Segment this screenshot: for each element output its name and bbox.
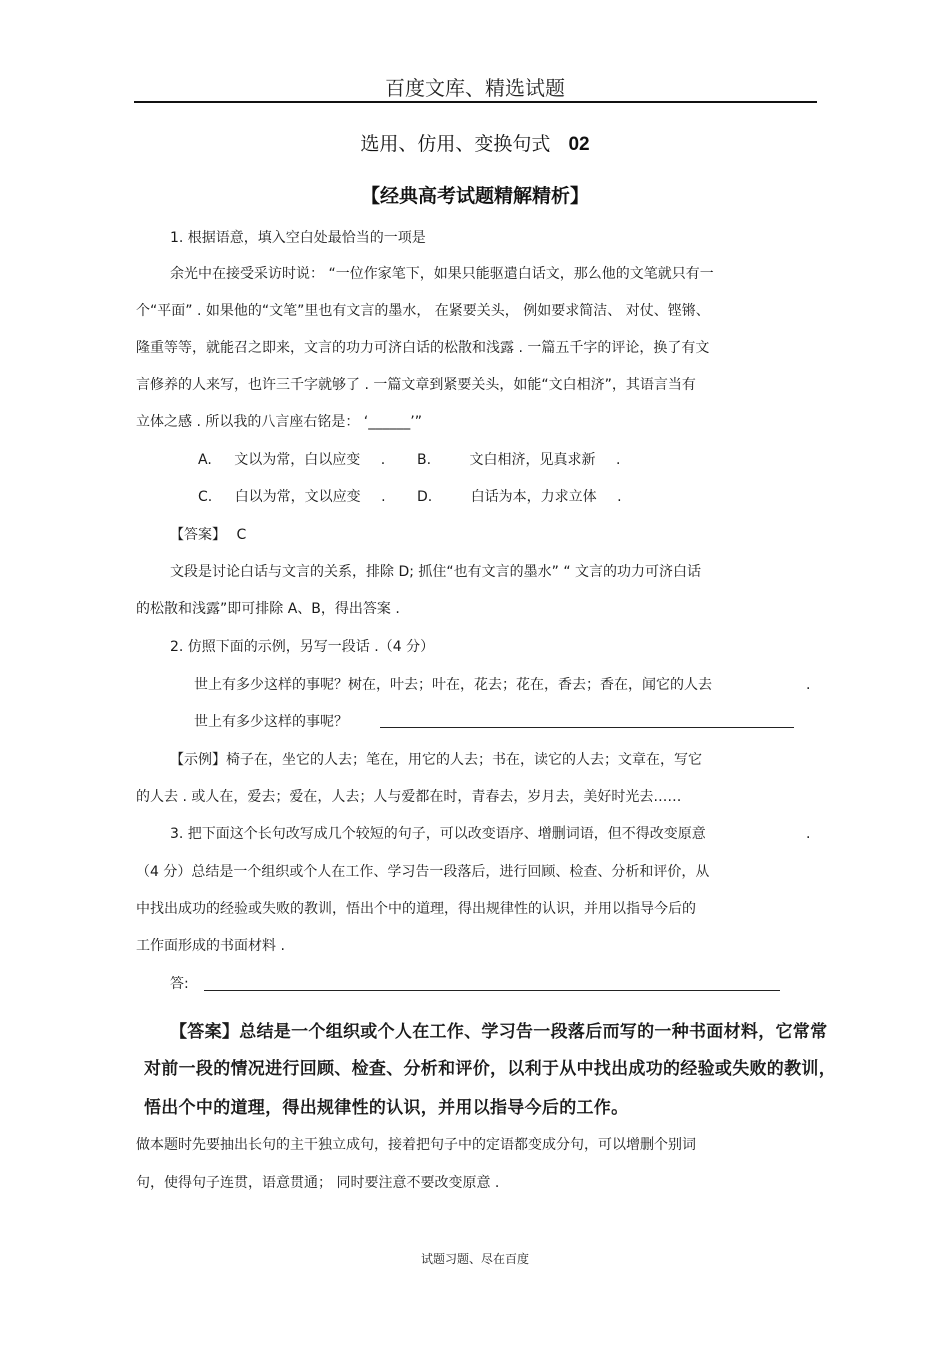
q1-passage-line: 余光中在接受采访时说： “一位作家笔下，如果只能驱遣白话文，那么他的文笔就只有一	[170, 266, 714, 282]
option-text: 文以为常，白以应变	[234, 452, 361, 468]
q1-explanation-line: 的松散和浅露”即可排除 A、B，得出答案 .	[136, 601, 400, 617]
page-footer: 试题习题、尽在百度	[420, 1252, 529, 1266]
q3-stem: 3. 把下面这个长句改写成几个较短的句子，可以改变语序、增删词语，但不得改变原意	[170, 826, 706, 842]
option-letter: A.	[198, 452, 212, 468]
document-title-number: 02	[568, 134, 590, 155]
option-letter: C.	[198, 489, 213, 505]
q3-passage-line: 中找出成功的经验或失败的教训，悟出个中的道理，得出规律性的认识，并用以指导今后的	[136, 901, 696, 917]
q3-answer-scan-line: 【答案】总结是一个组织或个人在工作、学习告一段落后而写的一种书面材料，它常常	[170, 1022, 828, 1042]
q3-explanation-line: 句，使得句子连贯，语意贯通； 同时要注意不要改变原意 .	[136, 1175, 500, 1191]
q1-passage-line: 立体之感 . 所以我的八言座右铭是： ‘______’”	[136, 414, 422, 430]
header-divider	[134, 101, 817, 103]
option-letter: D.	[417, 489, 433, 505]
q1-option-c	[198, 488, 386, 506]
answer-value: C	[236, 527, 247, 543]
document-title-text: 选用、仿用、变换句式	[360, 133, 551, 155]
q3-answer-blank[interactable]	[204, 990, 780, 991]
q2-example-line: 世上有多少这样的事呢？树在，叶去；叶在，花去；花在，香去；香在，闻它的人去	[194, 677, 712, 693]
document-title	[0, 129, 950, 156]
section-heading: 【经典高考试题精解精析】	[360, 185, 589, 207]
header-site-title: 百度文库、精选试题	[385, 76, 565, 100]
q3-explanation-line: 做本题时先要抽出长句的主干独立成句，接着把句子中的定语都变成分句，可以增删个别词	[136, 1137, 696, 1153]
q3-answer-prompt: 答:	[170, 976, 189, 992]
q1-option-d	[417, 488, 622, 506]
option-end: .	[380, 452, 386, 468]
option-letter: B.	[417, 452, 432, 468]
q1-passage-line: 隆重等等，就能召之即来，文言的功力可济白话的松散和浅露 . 一篇五千字的评论，换了有文	[136, 340, 710, 356]
q3-passage-line: （4 分）总结是一个组织或个人在工作、学习告一段落后，进行回顾、检查、分析和评价，从	[136, 864, 710, 880]
q1-answer	[170, 526, 246, 544]
q2-stem: 2. 仿照下面的示例，另写一段话 .（4 分）	[170, 639, 435, 655]
option-end: .	[615, 452, 621, 468]
q1-option-b	[417, 451, 620, 469]
q2-answer-blank[interactable]	[380, 727, 794, 728]
q2-prompt: 世上有多少这样的事呢？	[194, 714, 348, 730]
option-end: .	[617, 489, 622, 505]
q2-example-end: .	[806, 677, 811, 693]
q1-passage-line: 言修养的人来写，也许三千字就够了 . 一篇文章到紧要关头，如能“文白相济”，其语言当有	[136, 377, 696, 393]
q2-sample-line: 的人去 . 或人在，爱去；爱在，人去；人与爱都在时，青春去，岁月去，美好时光去……	[136, 789, 682, 805]
option-end: .	[381, 489, 386, 505]
q1-stem: 1. 根据语意，填入空白处最恰当的一项是	[170, 230, 426, 246]
option-text: 文白相济，见真求新	[469, 452, 596, 468]
answer-label: 【答案】	[170, 527, 226, 543]
q1-passage-line: 个“平面” . 如果他的“文笔”里也有文言的墨水， 在紧要关头， 例如要求简洁、 对仗、铿锵、	[136, 303, 710, 319]
q3-answer-scan-line: 悟出个中的道理，得出规律性的认识，并用以指导今后的工作。	[144, 1098, 629, 1118]
q2-sample-line: 【示例】椅子在，坐它的人去；笔在，用它的人去；书在，读它的人去；文章在，写它	[170, 752, 702, 768]
option-text: 白以为常，文以应变	[234, 489, 361, 505]
option-text: 白话为本，力求立体	[470, 489, 597, 505]
q3-answer-scan-line: 对前一段的情况进行回顾、检查、分析和评价，以利于从中找出成功的经验或失败的教训，	[144, 1059, 836, 1079]
q1-option-a	[198, 451, 385, 469]
q1-explanation-line: 文段是讨论白话与文言的关系，排除 D; 抓住“也有文言的墨水” “ 文言的功力可济白话	[170, 564, 702, 580]
q3-stem-end: .	[806, 826, 811, 842]
q3-passage-line: 工作面形成的书面材料 .	[136, 938, 285, 954]
